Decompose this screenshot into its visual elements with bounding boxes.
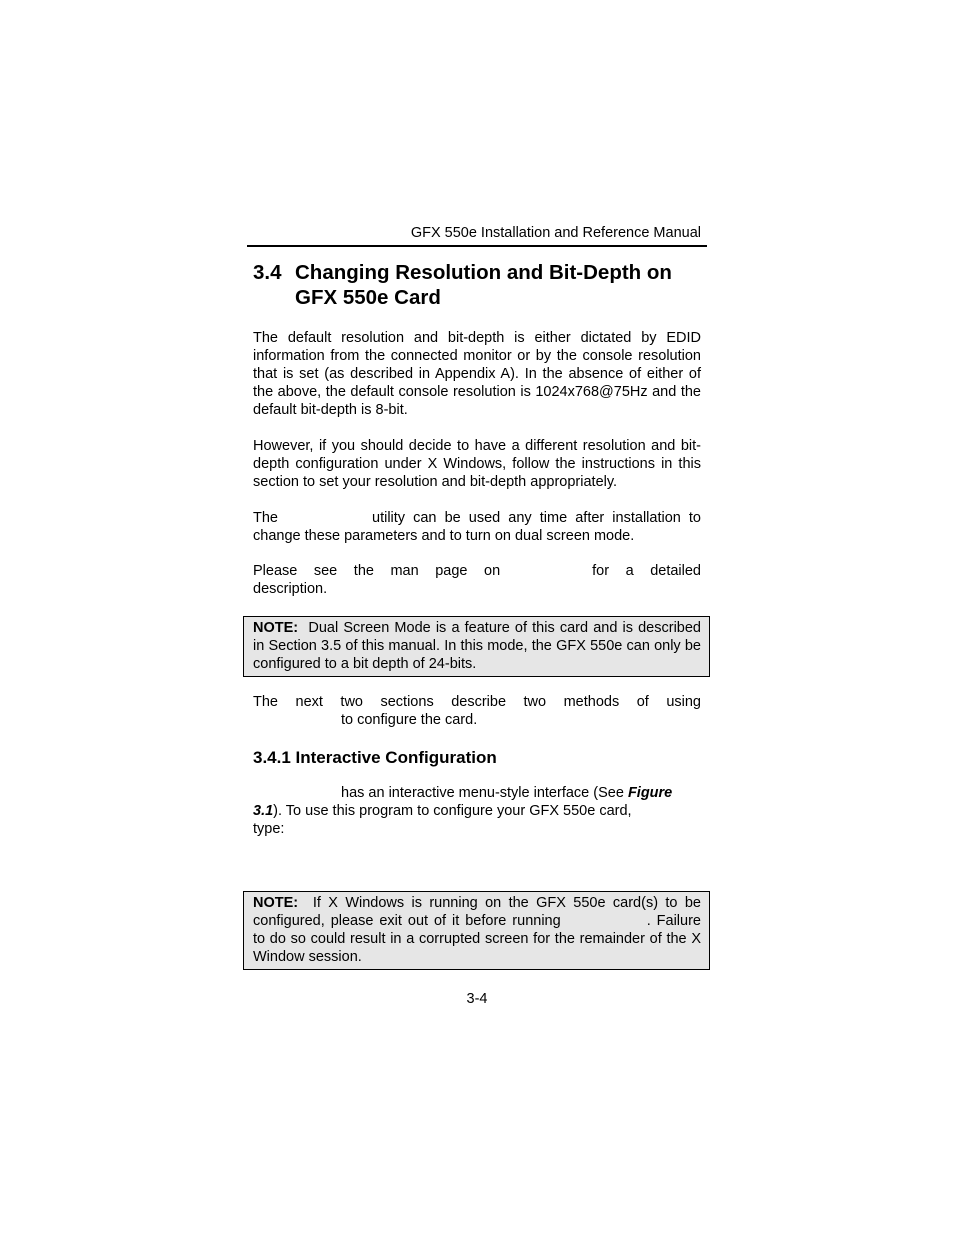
section-title-line1 bbox=[253, 260, 713, 285]
section-title-text: Changing Resolution and Bit-Depth on bbox=[295, 261, 672, 284]
paragraph-default-resolution: The default resolution and bit-depth is either dictated by EDID information from the connected monitor or by the console resolution that is set (as described in Appendix A). In the absence of either of the above, the default console resolution is 1024x768@75Hz and the default bit-depth is 8-bit. bbox=[253, 330, 701, 418]
paragraph-interactive-line1 bbox=[253, 784, 701, 802]
paragraph-interactive bbox=[253, 784, 701, 838]
paragraph-interactive-line3: type: bbox=[253, 821, 285, 837]
note-text: Dual Screen Mode is a feature of this card and is described in Section 3.5 of this manual. In this mode, the GFX 550e can only be configured to a bit depth of 24-bits. bbox=[253, 620, 701, 672]
paragraph-man-page-line2: description. bbox=[253, 581, 328, 597]
paragraph-utility-line2: change these parameters and to turn on dual screen mode. bbox=[253, 528, 635, 544]
note-label: NOTE: bbox=[253, 895, 299, 911]
paragraph-interactive-line2 bbox=[253, 802, 701, 820]
paragraph-man-page-line1 bbox=[253, 562, 701, 580]
figure-reference-number: 3.1 bbox=[253, 803, 274, 819]
figure-reference: Figure bbox=[627, 785, 673, 801]
note-label: NOTE: bbox=[253, 620, 299, 636]
paragraph-two-methods-line2: to configure the card. bbox=[341, 712, 478, 728]
paragraph-two-methods-line1: The next two sections describe two methods of using bbox=[253, 694, 701, 710]
note-text-part2: . Failure to do so could result in a corrupted screen for the remainder of the X Window session. bbox=[253, 913, 701, 965]
paragraph-man-page-start: Please see the man page on bbox=[253, 563, 501, 579]
paragraph-utility bbox=[253, 509, 701, 545]
paragraph-utility-start: The bbox=[253, 510, 278, 526]
subsection-title: 3.4.1 Interactive Configuration bbox=[253, 748, 497, 767]
section-title-line2: GFX 550e Card bbox=[295, 286, 441, 309]
paragraph-interactive-line2-text: ). To use this program to configure your GFX 550e card, bbox=[273, 803, 632, 819]
paragraph-man-page-mid: for a detailed bbox=[592, 563, 701, 579]
paragraph-utility-line1 bbox=[253, 509, 701, 527]
note-text-part1: If X Windows is running on the GFX 550e card(s) to be configured, please exit out of it before running bbox=[253, 895, 701, 929]
paragraph-two-methods bbox=[253, 693, 701, 729]
paragraph-man-page bbox=[253, 562, 701, 598]
note-x-windows bbox=[243, 891, 710, 970]
note-dual-screen bbox=[243, 616, 710, 677]
header-rule bbox=[247, 245, 707, 247]
running-header: GFX 550e Installation and Reference Manual bbox=[410, 225, 701, 241]
paragraph-interactive-text: has an interactive menu-style interface (See bbox=[341, 785, 624, 801]
page-number: 3-4 bbox=[466, 991, 488, 1007]
section-number: 3.4 bbox=[253, 261, 282, 284]
paragraph-x-windows: However, if you should decide to have a different resolution and bit-depth configuration under X Windows, follow the instructions in this section to set your resolution and bit-depth appropriately. bbox=[253, 438, 701, 490]
section-title bbox=[253, 260, 713, 310]
paragraph-utility-rest: utility can be used any time after installation to bbox=[372, 510, 701, 526]
